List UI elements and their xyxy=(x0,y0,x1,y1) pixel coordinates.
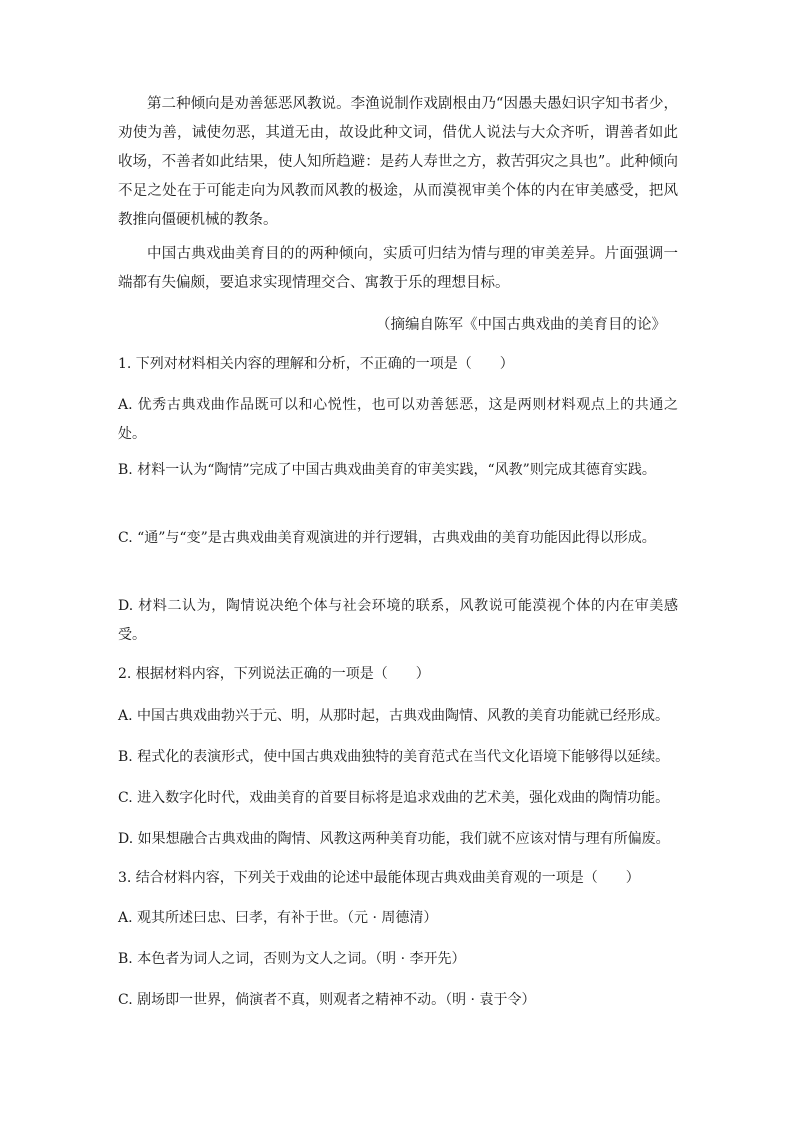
question-1-option-d: D. 材料二认为，陶情说决绝个体与社会环境的联系，风教说可能漠视个体的内在审美感受。 xyxy=(118,598,678,643)
question-3-option-b: B. 本色者为词人之词，否则为文人之词。（明 · 李开先） xyxy=(118,951,466,967)
question-3-stem: 3. 结合材料内容，下列关于戏曲的论述中最能体现古典戏曲美育观的一项是（ ） xyxy=(118,870,640,886)
question-3-option-a: A. 观其所述曰忠、曰孝，有补于世。（元 · 周德清） xyxy=(118,910,438,926)
passage-source: （摘编自陈军《中国古典戏曲的美育目的论》 xyxy=(376,317,666,333)
question-2-option-b: B. 程式化的表演形式，使中国古典戏曲独特的美育范式在当代文化语境下能够得以延续。 xyxy=(118,749,670,765)
question-2-option-c: C. 进入数字化时代，戏曲美育的首要目标将是追求戏曲的艺术美，强化戏曲的陶情功能。 xyxy=(118,790,670,806)
question-1-option-b: B. 材料一认为“陶情”完成了中国古典戏曲美育的审美实践，“风教”则完成其德育实践。 xyxy=(118,462,656,478)
question-2-stem: 2. 根据材料内容，下列说法正确的一项是（ ） xyxy=(118,666,430,682)
question-3-option-c: C. 剧场即一世界，倘演者不真，则观者之精神不动。（明 · 袁于令） xyxy=(118,992,536,1008)
question-1-option-a: A. 优秀古典戏曲作品既可以和心悦性，也可以劝善惩恶，这是两则材料观点上的共通之处。 xyxy=(118,397,678,442)
passage-paragraph-2: 中国古典戏曲美育目的的两种倾向，实质可归结为情与理的审美差异。片面强调一端都有失偏颇，要追求实现情理交合、寓教于乐的理想目标。 xyxy=(118,246,678,291)
question-2-option-a: A. 中国古典戏曲勃兴于元、明，从那时起，古典戏曲陶情、风教的美育功能就已经形成。 xyxy=(118,708,670,724)
question-1-option-c: C. “通”与“变”是古典戏曲美育观演进的并行逻辑，古典戏曲的美育功能因此得以形成。 xyxy=(118,530,656,546)
question-2-option-d: D. 如果想融合古典戏曲的陶情、风教这两种美育功能，我们就不应该对情与理有所偏废。 xyxy=(118,831,670,847)
question-1-stem: 1. 下列对材料相关内容的理解和分析，不正确的一项是（ ） xyxy=(118,356,514,372)
passage-paragraph-1: 第二种倾向是劝善惩恶风教说。李渔说制作戏剧根由乃“因愚夫愚妇识字知书者少，劝使为善，诫使勿恶，其道无由，故设此种文词，借优人说法与大众齐听，谓善者如此收场，不善者如此结果，使人知所趋避：是药人寿世之方，救苦弭灾之具也”。此种倾向不足之处在于可能走向为风教而风教的极途，从而漠视审美个体的内在审美感受，把风教推向僵硬机械的教条。 xyxy=(118,96,678,228)
